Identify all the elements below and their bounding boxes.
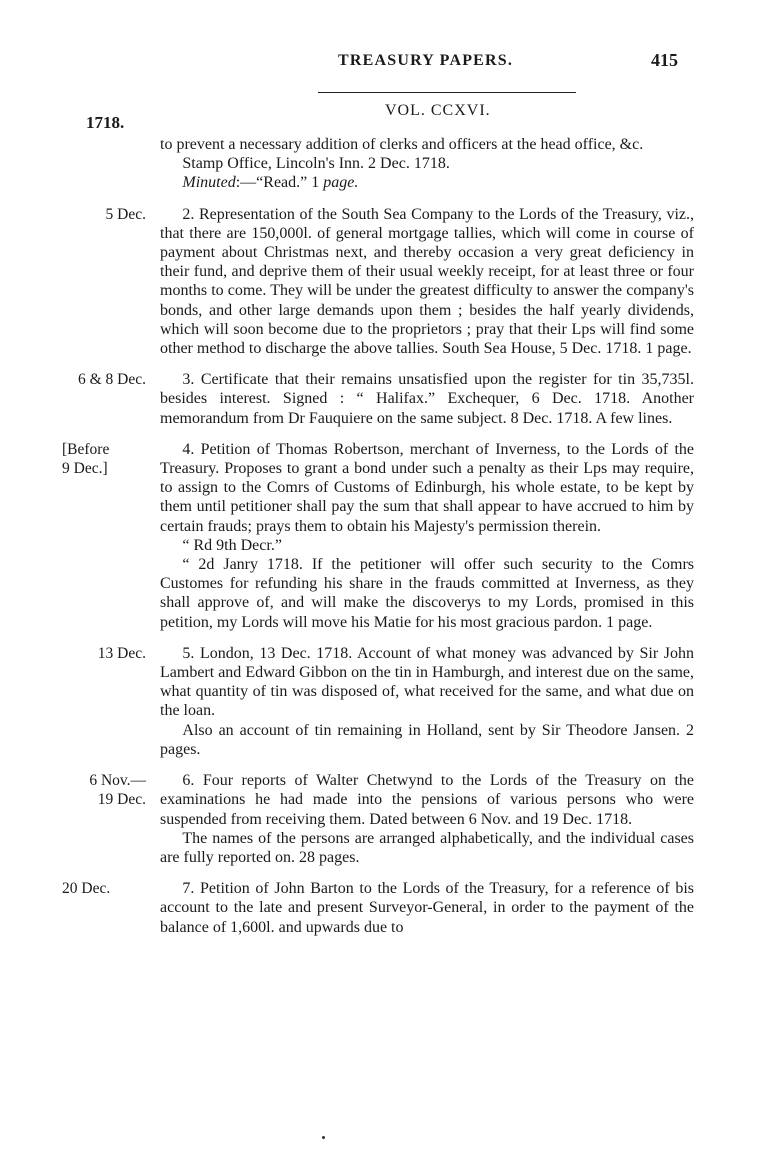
margin-date: 6 Nov.— 19 Dec.	[89, 772, 146, 809]
entry-paragraph: 3. Certificate that their remains unsatisfied upon the register for tin 35,735l. besides interest. Signed : “ Halifax.” Exchequer, 6 Dec. 1718. Another memorandum from Dr Fauquiere on the same subject. 8 Dec. 1718. A few lines.	[160, 371, 694, 427]
entry-paragraph: 7. Petition of John Barton to the Lords of the Treasury, for a reference of bis account to the late and present Surveyor-General, in order to the payment of the balance of 1,600l. and upwards due to	[160, 880, 694, 936]
entry-paragraph: Also an account of tin remaining in Holland, sent by Sir Theodore Jansen. 2 pages.	[160, 721, 694, 758]
entry-7	[62, 879, 694, 937]
entry-2	[105, 205, 694, 359]
entry-6	[89, 771, 694, 867]
footer-dot	[322, 1136, 325, 1139]
entry-paragraph: The names of the persons are arranged alphabetically, and the individual cases are fully reported on. 28 pages.	[160, 829, 694, 866]
margin-date: 6 & 8 Dec.	[77, 371, 146, 389]
minute-label: Minuted	[182, 174, 236, 192]
page-header	[0, 48, 768, 78]
entry-3	[77, 370, 694, 428]
header-rule	[318, 92, 576, 93]
entry-paragraph: 5. London, 13 Dec. 1718. Account of what money was advanced by Sir John Lambert and Edward Gibbon on the tin in Hamburgh, and interest due on the same, what quantity of tin was disposed of, what received for the same, and what due on the loan.	[160, 644, 694, 720]
entry-paragraph: 2. Representation of the South Sea Company to the Lords of the Treasury, viz., that there are 150,000l. of general mortgage tallies, which will come in course of payment about Christmas next, and thereby occasion a very great deficiency in their fund, and deprive them of their usual weekly receipt, for at least three or four months to come. They will be under the greatest difficulty to answer the company's bonds, and other large demands upon them ; besides the half yearly dividends, which will soon become due to the proprietors ; pray that their Lps will find some other method to discharge the above tallies. South Sea House, 5 Dec. 1718. 1 page.	[160, 205, 694, 358]
page-number: 415	[651, 50, 678, 70]
entry-paragraph: 6. Four reports of Walter Chetwynd to the Lords of the Treasury on the examinations he had made into the pensions of various persons who were suspended from receiving them. Dated between 6 Nov. and 19 Dec. 1718.	[160, 772, 694, 828]
continuation-text: to prevent a necessary addition of clerks and officers at the head office, &c.	[160, 136, 644, 153]
margin-date: [Before 9 Dec.]	[62, 440, 110, 478]
place-date: Stamp Office, Lincoln's Inn. 2 Dec. 1718.	[182, 155, 450, 173]
minute-extent: page.	[323, 174, 359, 192]
minute-line	[160, 173, 694, 192]
entry-4	[62, 440, 694, 632]
entry-paragraph: 4. Petition of Thomas Robertson, merchant of Inverness, to the Lords of the Treasury. Proposes to grant a bond under such a penalty as their Lps may require, to assign to the Comrs of Customs of Edinburgh, his whole estate, to be kept by them until petitioner shall pay the sum that shall appear to have accrued to him by certain frauds; prays them to obtain his Majesty's permission therein.	[160, 440, 694, 535]
minute-text: :—“Read.” 1	[235, 174, 324, 192]
running-title: TREASURY PAPERS.	[338, 52, 514, 69]
entry-5	[97, 644, 694, 759]
margin-date: 5 Dec.	[105, 205, 146, 223]
entry-paragraph: “ Rd 9th Decr.”	[182, 536, 282, 554]
margin-date: 20 Dec.	[62, 880, 111, 898]
entry-paragraph: “ 2d Janry 1718. If the petitioner will offer such security to the Comrs Customes for refunding his share in the frauds committed at Inverness, as they shall approve of, and will make the discoverys to my Lords, promised in this petition, my Lords will move his Matie for his most gracious pardon. 1 page.	[160, 556, 694, 631]
year-label: 1718.	[86, 113, 125, 132]
margin-date: 13 Dec.	[97, 644, 146, 662]
continuation-entry	[160, 135, 694, 193]
document-body	[62, 135, 694, 949]
volume-label: VOL. CCXVI.	[385, 102, 491, 119]
